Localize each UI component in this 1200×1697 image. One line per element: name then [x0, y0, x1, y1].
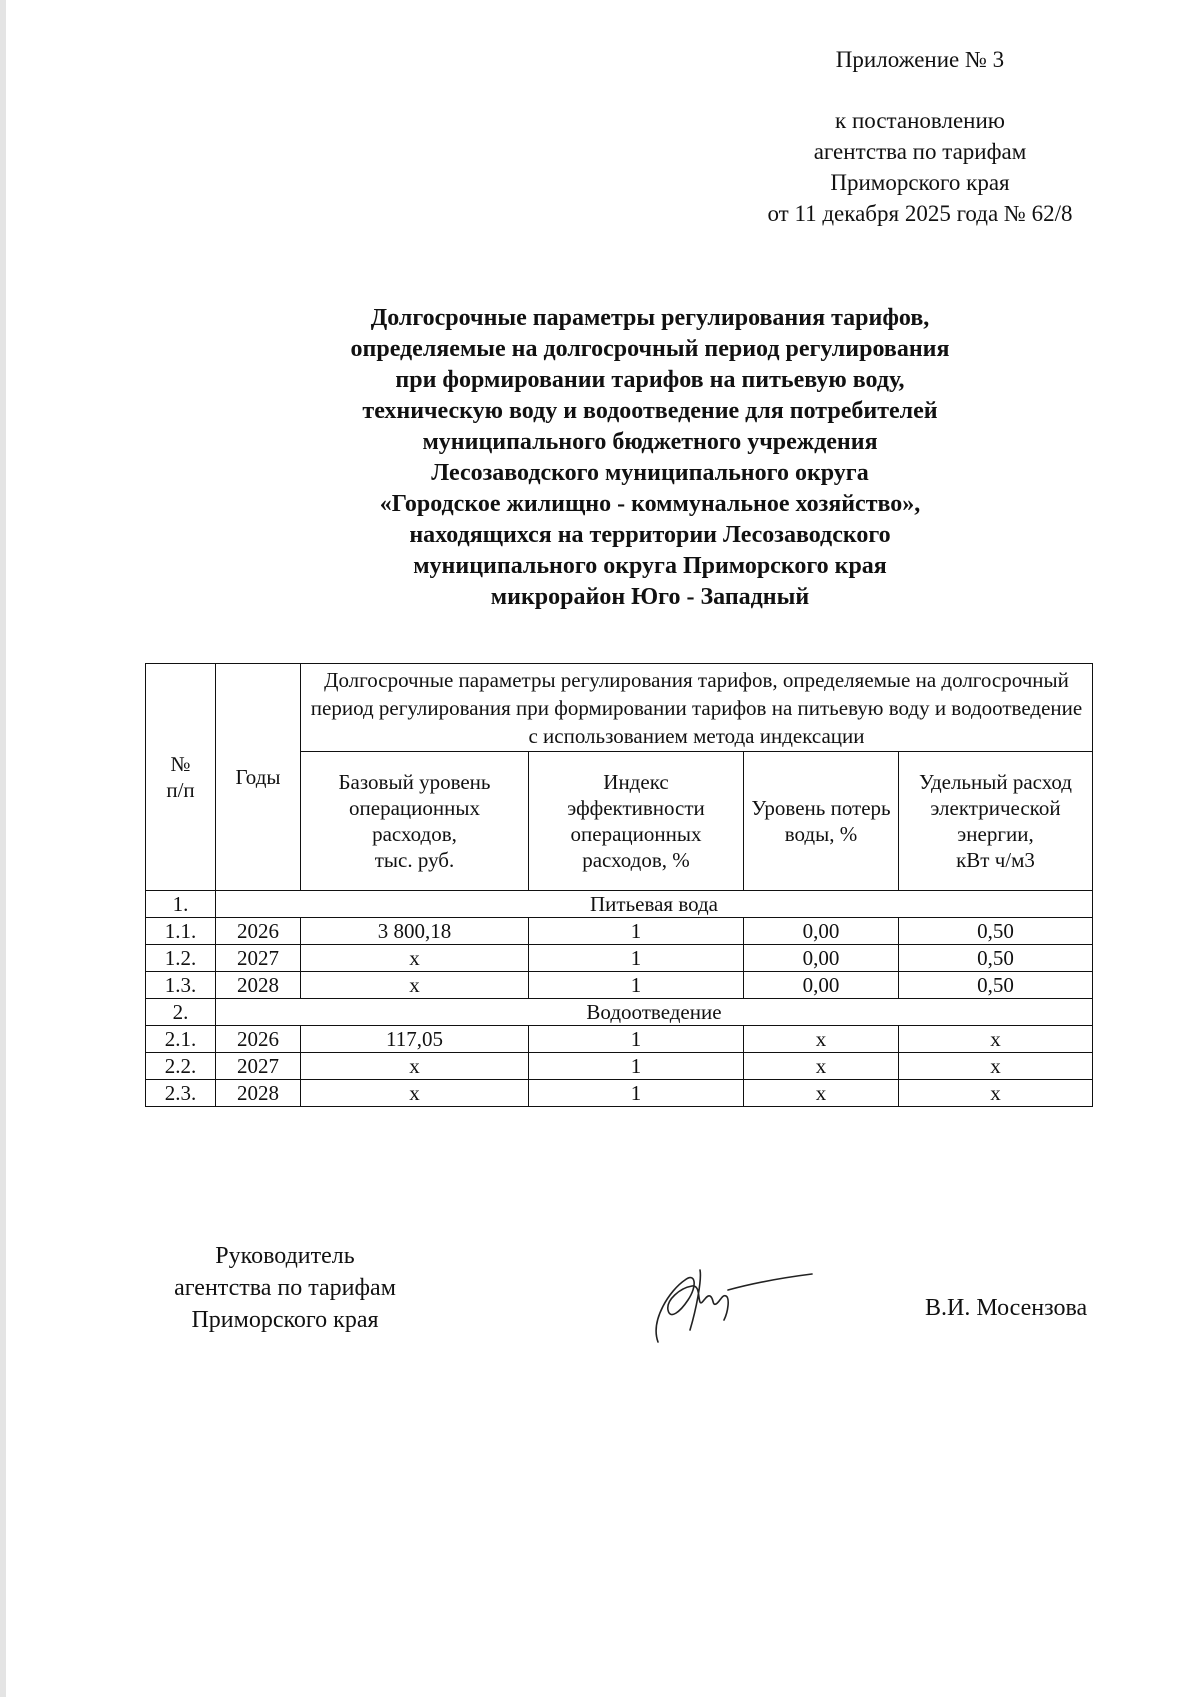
cell-num: 1.2.: [146, 945, 216, 972]
cell-base: х: [301, 945, 529, 972]
title-line: микрорайон Юго - Западный: [490, 584, 810, 610]
parameters-table: [145, 663, 1093, 1107]
header-water-loss: Уровень потерь воды, %: [744, 752, 899, 891]
cell-index: 1: [529, 945, 744, 972]
cell-index: 1: [529, 1026, 744, 1053]
title-line: Лесозаводского муниципального округа: [431, 460, 869, 486]
cell-loss: 0,00: [744, 918, 899, 945]
table-row: [146, 1080, 1093, 1107]
header-num: № п/п: [146, 664, 216, 891]
cell-energy: 0,50: [899, 972, 1093, 999]
cell-energy: х: [899, 1080, 1093, 1107]
title-line: муниципального бюджетного учреждения: [422, 429, 878, 455]
cell-num: 2.3.: [146, 1080, 216, 1107]
cell-loss: х: [744, 1053, 899, 1080]
header-group: Долгосрочные параметры регулирования тарифов, определяемые на долгосрочный период регулирования при формировании тарифов на питьевую воду и водоотведение с использованием метода индексации: [301, 664, 1093, 752]
cell-loss: х: [744, 1026, 899, 1053]
cell-index: 1: [529, 1080, 744, 1107]
table-header-row: [146, 664, 1093, 752]
header-base-cost: Базовый уровень операционных расходов, тыс. руб.: [301, 752, 529, 891]
cell-year: 2028: [216, 1080, 301, 1107]
cell-year: 2027: [216, 1053, 301, 1080]
cell-index: 1: [529, 972, 744, 999]
role-line: Приморского края: [191, 1307, 379, 1333]
cell-loss: 0,00: [744, 972, 899, 999]
title-line: «Городское жилищно - коммунальное хозяйство»,: [379, 491, 921, 517]
title-line: техническую воду и водоотведение для потребителей: [362, 398, 938, 424]
section-num: 2.: [146, 999, 216, 1026]
table-row: [146, 945, 1093, 972]
cell-num: 2.2.: [146, 1053, 216, 1080]
table-row: [146, 1026, 1093, 1053]
table-row: [146, 1053, 1093, 1080]
cell-num: 1.1.: [146, 918, 216, 945]
cell-base: 117,05: [301, 1026, 529, 1053]
handwritten-signature: [640, 1250, 820, 1350]
cell-index: 1: [529, 918, 744, 945]
cell-energy: 0,50: [899, 945, 1093, 972]
cell-loss: х: [744, 1080, 899, 1107]
signatory-name: В.И. Мосензова: [925, 1295, 1088, 1321]
cell-base: 3 800,18: [301, 918, 529, 945]
annex-number: Приложение № 3: [835, 47, 1005, 72]
header-year: Годы: [216, 664, 301, 891]
annex-region: Приморского края: [830, 170, 1010, 195]
cell-energy: х: [899, 1053, 1093, 1080]
cell-loss: 0,00: [744, 945, 899, 972]
header-efficiency-index: Индекс эффективности операционных расходов, %: [529, 752, 744, 891]
cell-year: 2027: [216, 945, 301, 972]
header-energy-rate: Удельный расход электрической энергии, кВт ч/м3: [899, 752, 1093, 891]
cell-year: 2028: [216, 972, 301, 999]
cell-base: х: [301, 1053, 529, 1080]
title-line: Долгосрочные параметры регулирования тарифов,: [370, 305, 930, 331]
title-line: находящихся на территории Лесозаводского: [409, 522, 891, 548]
table-row: [146, 972, 1093, 999]
title-line: муниципального округа Приморского края: [413, 553, 887, 579]
cell-num: 2.1.: [146, 1026, 216, 1053]
annex-date: от 11 декабря 2025 года № 62/8: [767, 201, 1073, 226]
page-edge: [0, 0, 6, 1697]
cell-energy: х: [899, 1026, 1093, 1053]
cell-energy: 0,50: [899, 918, 1093, 945]
cell-num: 1.3.: [146, 972, 216, 999]
section-row: [146, 891, 1093, 918]
role-line: Руководитель: [215, 1243, 355, 1269]
title-line: при формировании тарифов на питьевую воду,: [395, 367, 905, 393]
signatory-role: [140, 1240, 430, 1336]
cell-year: 2026: [216, 918, 301, 945]
title-line: определяемые на долгосрочный период регулирования: [350, 336, 950, 362]
section-num: 1.: [146, 891, 216, 918]
table-row: [146, 918, 1093, 945]
role-line: агентства по тарифам: [174, 1275, 396, 1301]
cell-index: 1: [529, 1053, 744, 1080]
annex-agency: агентства по тарифам: [813, 139, 1027, 164]
document-title: [200, 303, 1100, 613]
cell-base: х: [301, 1080, 529, 1107]
annex-to: к постановлению: [835, 108, 1005, 133]
section-label: Питьевая вода: [216, 891, 1093, 918]
annex-block: [680, 44, 1160, 229]
cell-year: 2026: [216, 1026, 301, 1053]
cell-base: х: [301, 972, 529, 999]
section-row: [146, 999, 1093, 1026]
section-label: Водоотведение: [216, 999, 1093, 1026]
